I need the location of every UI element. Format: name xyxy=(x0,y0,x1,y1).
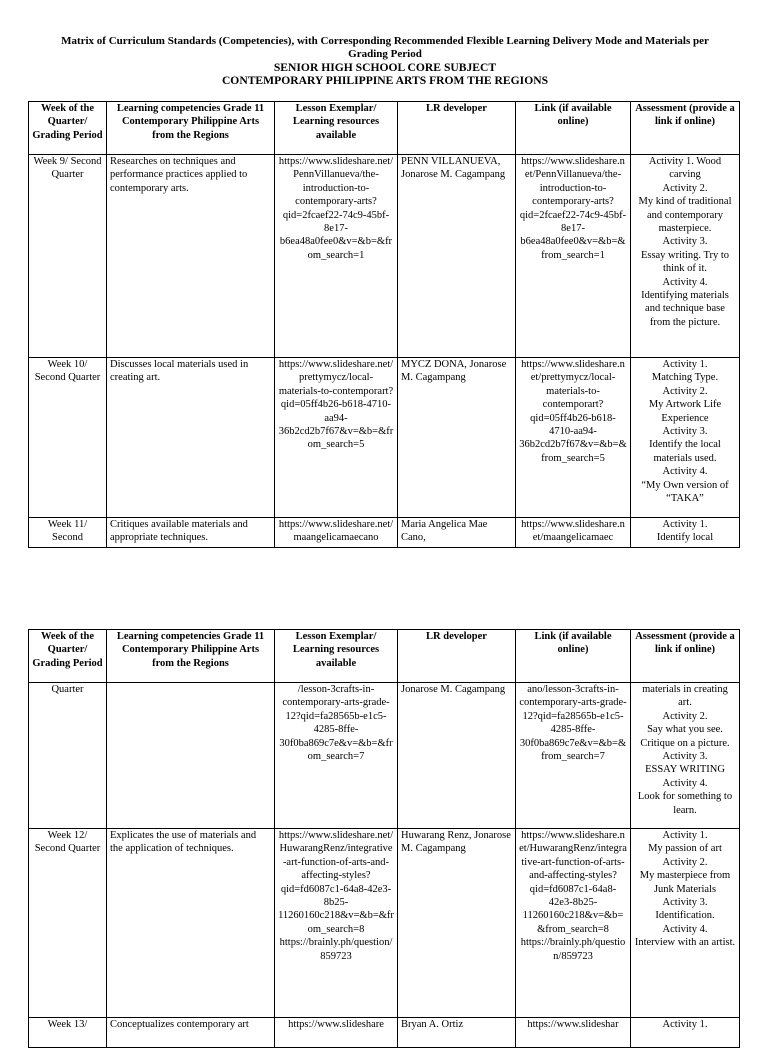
table-row xyxy=(29,155,740,358)
competency-cell: Critiques available materials and appropriate techniques. xyxy=(107,518,275,548)
assessment-cell: materials in creating art. Activity 2. Say what you see. Critique on a picture. Activity 3. ESSAY WRITING Activity 4. Look for something to learn. xyxy=(631,683,740,829)
link-cell: https://www.slideshar xyxy=(516,1018,631,1048)
resource-cell: https://www.slideshare.net/prettymycz/local-materials-to-contemporart?qid=05ff4b26-b618-4710-aa94-36b2cd2b7f67&v=&b=&from_search=5 xyxy=(275,358,398,518)
developer-cell: Huwarang Renz, Jonarose M. Cagampang xyxy=(398,829,516,1018)
header-assessment: Assessment (provide a link if online) xyxy=(631,630,740,683)
developer-cell: Maria Angelica Mae Cano, xyxy=(398,518,516,548)
header-week: Week of the Quarter/ Grading Period xyxy=(29,102,107,155)
header-link: Link (if available online) xyxy=(516,102,631,155)
resource-cell: https://www.slideshare.net/maangelicamaecano xyxy=(275,518,398,548)
header-developer: LR developer xyxy=(398,630,516,683)
developer-cell: PENN VILLANUEVA, Jonarose M. Cagampang xyxy=(398,155,516,358)
week-cell: Quarter xyxy=(29,683,107,829)
table-header-row xyxy=(29,102,740,155)
assessment-cell: Activity 1. xyxy=(631,1018,740,1048)
header-competency: Learning competencies Grade 11 Contemporary Philippine Arts from the Regions xyxy=(107,102,275,155)
header-resource: Lesson Exemplar/ Learning resources available xyxy=(275,630,398,683)
link-cell: https://www.slideshare.net/prettymycz/local-materials-to-contemporart?qid=05ff4b26-b618-4710-aa94-36b2cd2b7f67&v=&b=&from_search=5 xyxy=(516,358,631,518)
resource-cell: /lesson-3crafts-in-contemporary-arts-grade-12?qid=fa28565b-e1c5-4285-8ffe-30f0ba869c7e&v=&b=&from_search=7 xyxy=(275,683,398,829)
week-cell: Week 11/ Second xyxy=(29,518,107,548)
week-cell: Week 13/ xyxy=(29,1018,107,1048)
header-resource: Lesson Exemplar/ Learning resources available xyxy=(275,102,398,155)
table-header-row xyxy=(29,630,740,683)
table-row xyxy=(29,829,740,1018)
week-cell: Week 10/ Second Quarter xyxy=(29,358,107,518)
week-cell: Week 12/ Second Quarter xyxy=(29,829,107,1018)
week-cell: Week 9/ Second Quarter xyxy=(29,155,107,358)
competency-matrix-table-1 xyxy=(28,101,740,548)
resource-cell: https://www.slideshare xyxy=(275,1018,398,1048)
header-link: Link (if available online) xyxy=(516,630,631,683)
link-cell: https://www.slideshare.net/HuwarangRenz/integrative-art-function-of-arts-and-affecting-styles?qid=fd6087c1-64a8-42e3-8b25-11260160c218&v=&b=&from_search=8 https://brainly.ph/question/859723 xyxy=(516,829,631,1018)
header-developer: LR developer xyxy=(398,102,516,155)
assessment-cell: Activity 1. Wood carving Activity 2. My kind of traditional and contemporary masterpiece. Activity 3. Essay writing. Try to think of it. Activity 4. Identifying materials and technique base from the picture. xyxy=(631,155,740,358)
header-week: Week of the Quarter/ Grading Period xyxy=(29,630,107,683)
link-cell: https://www.slideshare.net/PennVillanueva/the-introduction-to-contemporary-arts?qid=2fcaef22-74c9-45bf-8e17-b6ea48a0fee0&v=&b=&from_search=1 xyxy=(516,155,631,358)
resource-cell: https://www.slideshare.net/HuwarangRenz/integrative-art-function-of-arts-and-affecting-styles?qid=fd6087c1-64a8-42e3-8b25-11260160c218&v=&b=&from_search=8 https://brainly.ph/question/859723 xyxy=(275,829,398,1018)
header-competency: Learning competencies Grade 11 Contemporary Philippine Arts from the Regions xyxy=(107,630,275,683)
competency-matrix-table-2 xyxy=(28,629,740,1048)
assessment-cell: Activity 1. My passion of art Activity 2. My masterpiece from Junk Materials Activity 3. Identification. Activity 4. Interview with an artist. xyxy=(631,829,740,1018)
table-row xyxy=(29,1018,740,1048)
developer-cell: Jonarose M. Cagampang xyxy=(398,683,516,829)
document-header xyxy=(30,35,740,87)
assessment-cell: Activity 1. Matching Type. Activity 2. My Artwork Life Experience Activity 3. Identify the local materials used. Activity 4. “My Own version of “TAKA” xyxy=(631,358,740,518)
document-title: Matrix of Curriculum Standards (Competencies), with Corresponding Recommended Flexible Learning Delivery Mode and Materials per Grading Period xyxy=(61,35,709,60)
competency-cell xyxy=(107,683,275,829)
link-cell: ano/lesson-3crafts-in-contemporary-arts-grade-12?qid=fa28565b-e1c5-4285-8ffe-30f0ba869c7e&v=&b=&from_search=7 xyxy=(516,683,631,829)
assessment-cell: Activity 1. Identify local xyxy=(631,518,740,548)
subject-name: CONTEMPORARY PHILIPPINE ARTS FROM THE REGIONS xyxy=(221,74,549,87)
developer-cell: MYCZ DONA, Jonarose M. Cagampang xyxy=(398,358,516,518)
competency-cell: Explicates the use of materials and the application of techniques. xyxy=(107,829,275,1018)
header-assessment: Assessment (provide a link if online) xyxy=(631,102,740,155)
resource-cell: https://www.slideshare.net/PennVillanueva/the-introduction-to-contemporary-arts?qid=2fcaef22-74c9-45bf-8e17-b6ea48a0fee0&v=&b=&from_search=1 xyxy=(275,155,398,358)
table-row xyxy=(29,518,740,548)
developer-cell: Bryan A. Ortiz xyxy=(398,1018,516,1048)
competency-cell: Discusses local materials used in creating art. xyxy=(107,358,275,518)
subject-type: SENIOR HIGH SCHOOL CORE SUBJECT xyxy=(273,61,497,74)
competency-cell: Researches on techniques and performance practices applied to contemporary arts. xyxy=(107,155,275,358)
table-row xyxy=(29,358,740,518)
link-cell: https://www.slideshare.net/maangelicamaec xyxy=(516,518,631,548)
competency-cell: Conceptualizes contemporary art xyxy=(107,1018,275,1048)
table-row xyxy=(29,683,740,829)
